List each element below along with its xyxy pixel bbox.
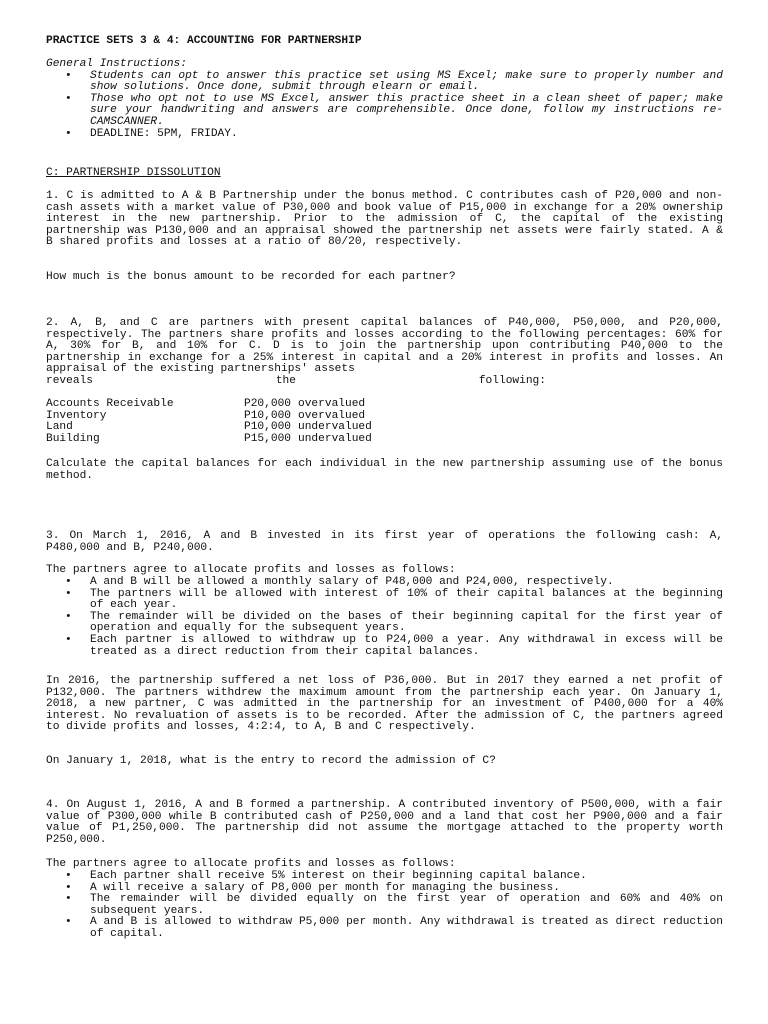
account-name: Accounts Receivable [46,398,174,410]
q1-text: 1. C is admitted to A & B Partnership under the bonus method. C contributes cash of P20,000 and non-cash assets with a market value of P30,000 and book value of P15,000 in exchange for a 20% ownership interest in the new partnership. Prior to the admission of C, the capital of the existing partnership was P130,000 and an appraisal showed the partnership net assets were fairly stated. A & B shared profits and losses at a ratio of 80/20, respectively. [46,190,723,249]
q4-text: 4. On August 1, 2016, A and B formed a partnership. A contributed inventory of P500,000, with a fair value of P300,000 while B contributed cash of P250,000 and a land that cost her P900,000 and a fair value of P1,250,000. The partnership did not assume the mortgage attached to the property worth P250,000. [46,799,723,846]
account-note: overvalued [298,398,366,410]
list-item: • The partners will be allowed with interest of 10% of their capital balances at the beginning of each year. [46,589,723,612]
deadline-item: • DEADLINE: 5PM, FRIDAY. [46,129,723,141]
list-item: • The remainder will be divided on the bases of their beginning capital for the first year of operation and equally for the subsequent years. [46,612,723,635]
q4-agree: The partners agree to allocate profits and losses as follows: [46,858,456,870]
list-item: • Each partner shall receive 5% interest on their beginning capital balance. [46,871,723,883]
q3-agree: The partners agree to allocate profits and losses as follows: [46,564,456,576]
instruction-item: • Those who opt not to use MS Excel, answer this practice sheet in a clean sheet of paper; make sure your handwriting and answers are comprehensible. Once done, follow my instructions re- CAMSCANNER. [46,94,723,129]
table-row [46,434,372,446]
list-item: • A will receive a salary of P8,000 per month for managing the business. [46,883,723,895]
list-item: • A and B is allowed to withdraw P5,000 per month. Any withdrawal is treated as direct reduction of capital. [46,917,723,940]
account-amount: P10,000 [244,409,291,422]
list-item: • The remainder will be divided equally on the first year of operation and 60% and 40% on subsequent years. [46,894,723,917]
account-name: Building [46,432,100,445]
account-note: undervalued [298,421,372,434]
account-name: Inventory [46,409,107,422]
reveals-word: the [275,375,296,387]
q3-paragraph: In 2016, the partnership suffered a net loss of P36,000. But in 2017 they earned a net profit of P132,000. The partners withdrew the maximum amount from the partnership each year. On January 1, 2018, a new partner, C was admitted in the partnership for an investment of P400,000 for a 40% interest. No revaluation of assets is to be recorded. After the admission of C, the partners agreed to divide profits and losses, 4:2:4, to A, B and C respectively. [46,675,723,734]
general-instructions [46,59,723,140]
q2-reveals-line [46,376,546,388]
reveals-word: reveals [46,375,93,387]
q2-question: Calculate the capital balances for each individual in the new partnership assuming use of the bonus method. [46,458,723,482]
table-row [46,399,372,411]
q2-text: 2. A, B, and C are partners with present capital balances of P40,000, P50,000, and P20,000, respectively. The partners share profits and losses according to the following percentages: 60% for A, 30% for B, and 10% for C. D is to join the partnership upon contributing P40,000 to the partnership in exchange for a 25% interest in capital and a 20% interest in profits and losses. An appraisal of the existing partnerships' assets [46,317,723,376]
q3-terms-list [46,577,723,658]
account-amount: P20,000 [244,398,291,410]
account-amount: P10,000 [244,421,291,434]
list-item: • A and B will be allowed a monthly salary of P48,000 and P24,000, respectively. [46,577,723,589]
account-amount: P15,000 [244,432,291,445]
list-item: • Each partner is allowed to withdraw up to P24,000 a year. Any withdrawal in excess will be treated as a direct reduction from their capital balances. [46,635,723,658]
section-heading: C: PARTNERSHIP DISSOLUTION [46,167,221,179]
account-note: undervalued [298,432,372,445]
q1-question: How much is the bonus amount to be recorded for each partner? [46,271,456,283]
general-instructions-heading: General Instructions: [46,58,187,70]
q3-question: On January 1, 2018, what is the entry to record the admission of C? [46,755,496,767]
instructions-list [46,71,723,141]
q3-text: 3. On March 1, 2016, A and B invested in its first year of operations the following cash: A, P480,000 and B, P240,000. [46,530,723,554]
document-title: PRACTICE SETS 3 & 4: ACCOUNTING FOR PARTNERSHIP [46,35,362,47]
appraisal-table [46,399,372,445]
account-note: overvalued [298,409,366,422]
instruction-item: • Students can opt to answer this practice set using MS Excel; make sure to properly number and show solutions. Once done, submit through elearn or email. [46,71,723,94]
q4-terms-list [46,871,723,941]
account-name: Land [46,421,73,434]
reveals-word: following: [478,375,546,387]
